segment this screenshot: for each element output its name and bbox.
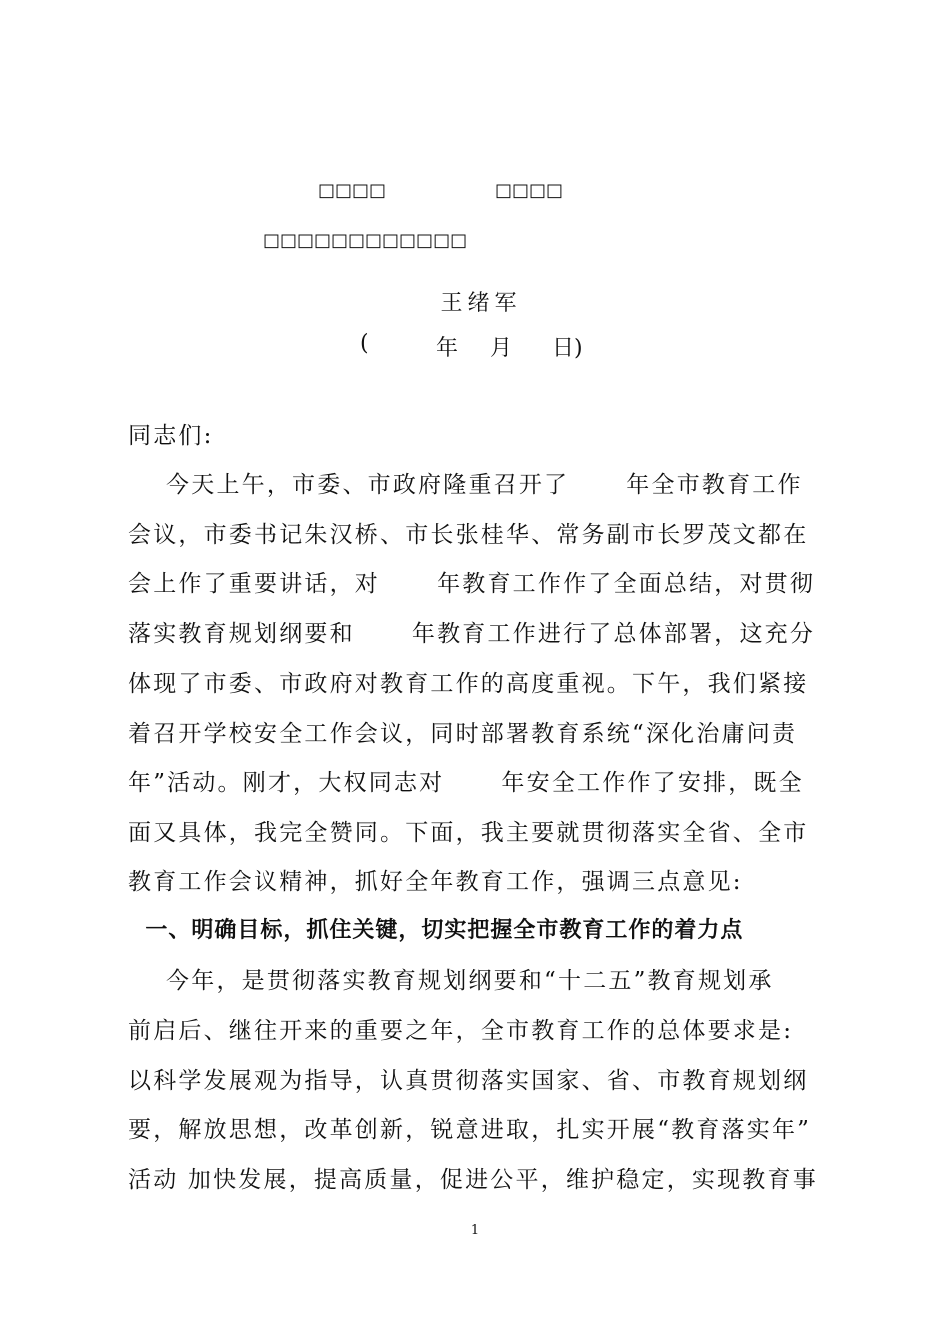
date-day: 日) — [552, 336, 583, 361]
body-line: 今天上午，市委、市政府隆重召开了 年全市教育工作 — [128, 472, 803, 498]
body-line: 要，解放思想，改革创新，锐意进取，扎实开展“教育落实年” — [128, 1117, 812, 1143]
body-line: 会上作了重要讲话，对 年教育工作作了全面总结，对贯彻 — [128, 571, 816, 597]
body-line: 年”活动。刚才，大权同志对 年安全工作作了安排，既全 — [128, 770, 804, 796]
date-year: 年 — [436, 336, 459, 361]
body-line: 以科学发展观为指导，认真贯彻落实国家、省、市教育规划纲 — [128, 1068, 809, 1094]
body-line: 教育工作会议精神，抓好全年教育工作，强调三点意见: — [128, 869, 743, 895]
title-placeholder-3: □□□□□□□□□□□□ — [263, 230, 468, 251]
date-month: 月 — [490, 336, 513, 361]
body-line: 着召开学校安全工作会议，同时部署教育系统“深化治庸问责 — [128, 721, 798, 747]
salutation: 同志们: — [128, 423, 214, 449]
body-line: 前启后、继往开来的重要之年，全市教育工作的总体要求是: — [128, 1018, 794, 1044]
date-open-paren: ( — [360, 331, 369, 356]
body-line: 今年，是贯彻落实教育规划纲要和“十二五”教育规划承 — [128, 968, 774, 994]
section-heading: 一、明确目标，抓住关键，切实把握全市教育工作的着力点 — [128, 918, 744, 943]
body-line: 活动 加快发展，提高质量，促进公平，维护稳定，实现教育事 — [128, 1167, 818, 1193]
author-name: 王绪军 — [440, 291, 522, 316]
body-line: 落实教育规划纲要和 年教育工作进行了总体部署，这充分 — [128, 621, 816, 647]
body-line: 体现了市委、市政府对教育工作的高度重视。下午，我们紧接 — [128, 671, 809, 697]
title-placeholder-2: □□□□ — [495, 180, 564, 201]
title-placeholder-1: □□□□ — [318, 180, 387, 201]
page-number: 1 — [470, 1223, 480, 1238]
body-line: 面又具体，我完全赞同。下面，我主要就贯彻落实全省、全市 — [128, 820, 809, 846]
body-line: 会议，市委书记朱汉桥、市长张桂华、常务副市长罗茂文都在 — [128, 522, 809, 548]
